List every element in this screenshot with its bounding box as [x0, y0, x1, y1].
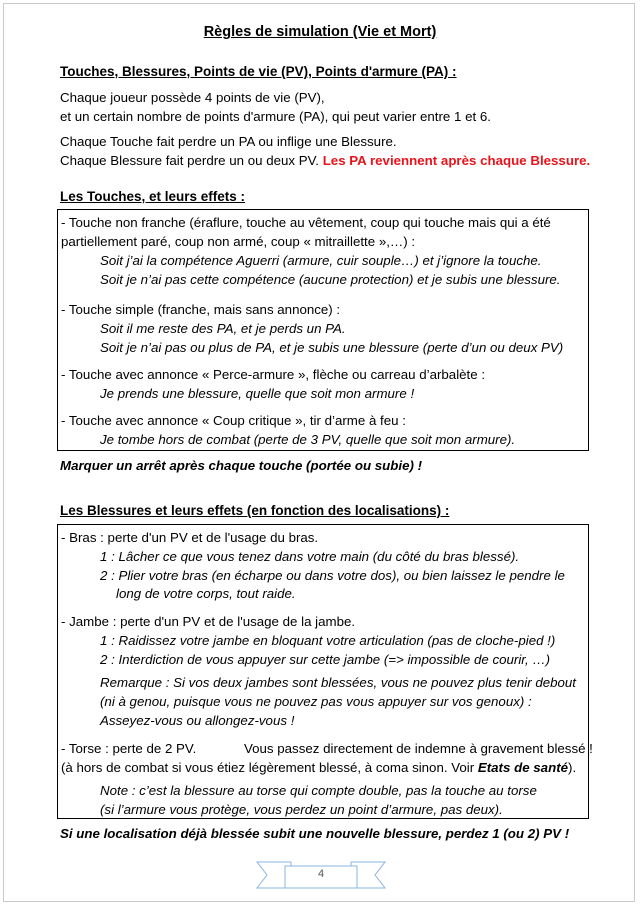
box-line [61, 760, 576, 775]
box-line: - Touche avec annonce « Perce-armure », flèche ou carreau d’arbalète : [61, 367, 486, 382]
box-line: Soit j’ai la compétence Aguerri (armure, cuir souple…) et j’ignore la touche. [100, 253, 542, 268]
touches-box [57, 209, 589, 451]
box-line: Soit je n’ai pas ou plus de PA, et je subis une blessure (perte d’un ou deux PV) [100, 340, 564, 355]
box-text: (à hors de combat si vous étiez légèrement blessé, à coma sinon. Voir [61, 760, 478, 775]
box-line: Asseyez-vous ou allongez-vous ! [100, 713, 295, 728]
blessures-box [57, 524, 593, 819]
box-line: Remarque : Si vos deux jambes sont blessées, vous ne pouvez plus tenir debout [100, 675, 577, 690]
box-line: Soit je n’ai pas cette compétence (aucune protection) et je subis une blessure. [100, 272, 561, 287]
page-number: 4 [317, 868, 325, 880]
box-line: - Touche simple (franche, mais sans annonce) : [61, 302, 341, 317]
box-line: Je tombe hors de combat (perte de 3 PV, quelle que soit mon armure). [100, 432, 516, 447]
box-line: Je prends une blessure, quelle que soit mon armure ! [100, 386, 415, 401]
box-line: (si l’armure vous protège, vous perdez un point d’armure, pas deux). [100, 802, 503, 817]
paragraph-line: Chaque Touche fait perdre un PA ou inflige une Blessure. [60, 134, 397, 149]
box-line: partiellement paré, coup non armé, coup « mitraillette »,…) : [61, 234, 416, 249]
paragraph-line [60, 153, 590, 168]
page-number-footer [255, 858, 387, 892]
box-line: - Touche non franche (éraflure, touche au vêtement, coup qui touche mais qui a été [61, 215, 551, 230]
page-title: Règles de simulation (Vie et Mort) [203, 24, 437, 40]
section-heading-pv-pa: Touches, Blessures, Points de vie (PV), Points d'armure (PA) : [60, 64, 457, 79]
section-heading-touches: Les Touches, et leurs effets : [60, 189, 246, 204]
section-heading-blessures: Les Blessures et leurs effets (en fonction des localisations) : [60, 503, 450, 518]
box-line: Vous passez directement de indemne à gravement blessé ! [244, 741, 593, 756]
box-line: 2 : Plier votre bras (en écharpe ou dans votre dos), ou bien laissez le pendre le [100, 568, 565, 583]
paragraph-line: Chaque joueur possède 4 points de vie (PV), [60, 90, 325, 105]
touches-note: Marquer un arrêt après chaque touche (portée ou subie) ! [60, 458, 423, 473]
box-line: 2 : Interdiction de vous appuyer sur cette jambe (=> impossible de courir, …) [100, 652, 551, 667]
box-line: - Touche avec annonce « Coup critique », tir d’arme à feu : [61, 413, 406, 428]
etats-de-sante-reference: Etats de santé [477, 760, 569, 775]
box-line: Soit il me reste des PA, et je perds un PA. [100, 321, 346, 336]
box-line: long de votre corps, tout raide. [116, 586, 296, 601]
paragraph-text: Chaque Blessure fait perdre un ou deux PV. [60, 153, 319, 168]
box-text: ). [568, 760, 577, 775]
box-line: - Bras : perte d'un PV et de l'usage du bras. [61, 530, 319, 545]
box-line: (ni à genou, puisque vous ne pouvez pas vous appuyer sur vos genoux) : [100, 694, 532, 709]
highlight-text: Les PA reviennent après chaque Blessure. [322, 153, 591, 168]
paragraph-line: et un certain nombre de points d'armure (PA), qui peut varier entre 1 et 6. [60, 109, 491, 124]
box-line: 1 : Lâcher ce que vous tenez dans votre main (du côté du bras blessé). [100, 549, 520, 564]
box-line: 1 : Raidissez votre jambe en bloquant votre articulation (pas de cloche-pied !) [100, 633, 556, 648]
box-line: Note : c’est la blessure au torse qui compte double, pas la touche au torse [100, 783, 537, 798]
blessures-note: Si une localisation déjà blessée subit une nouvelle blessure, perdez 1 (ou 2) PV ! [60, 826, 570, 841]
box-line: - Jambe : perte d'un PV et de l'usage de la jambe. [61, 614, 356, 629]
box-line: - Torse : perte de 2 PV. [61, 741, 197, 756]
